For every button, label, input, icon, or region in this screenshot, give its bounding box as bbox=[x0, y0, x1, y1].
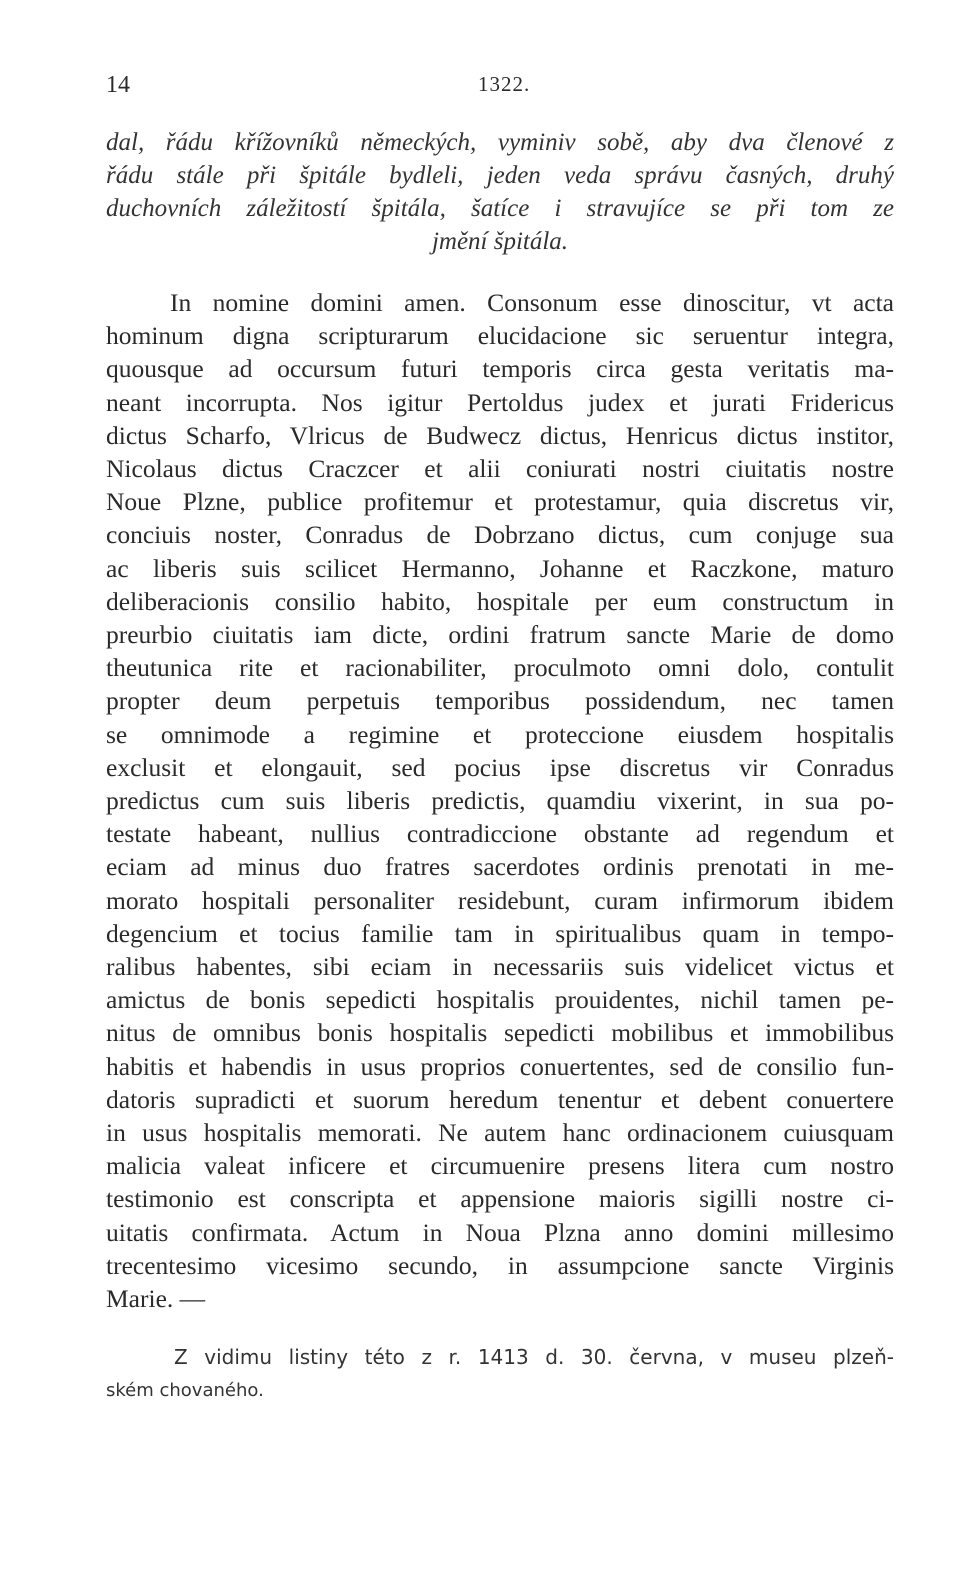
text-line: se omnimode a regimine et proteccione eiusdem hospitalis bbox=[106, 719, 894, 749]
text-line: propter deum perpetuis temporibus possidendum, nec tamen bbox=[106, 686, 894, 716]
summary-line: dal, řádu křížovníků německých, vyminiv sobě, aby dva členové z bbox=[106, 129, 894, 156]
text-line: conciuis noster, Conradus de Dobrzano dictus, cum conjuge sua bbox=[106, 520, 894, 550]
text-line: Nicolaus dictus Craczcer et alii coniurati nostri ciuitatis nostre bbox=[106, 454, 894, 484]
text-line: malicia valeat inficere et circumuenire presens litera cum nostro bbox=[106, 1151, 894, 1181]
text-line: Marie. — bbox=[106, 1284, 206, 1314]
text-line: degencium et tocius familie tam in spiritualibus quam in tempo- bbox=[106, 918, 894, 948]
text-line: nitus de omnibus bonis hospitalis sepedicti mobilibus et immobilibus bbox=[106, 1018, 894, 1048]
summary-line: jmění špitála. bbox=[431, 228, 569, 255]
text-line: eciam ad minus duo fratres sacerdotes ordinis prenotati in me- bbox=[106, 852, 894, 882]
text-line: uitatis confirmata. Actum in Noua Plzna anno domini millesimo bbox=[106, 1217, 894, 1247]
text-line: theutunica rite et racionabiliter, proculmoto omni dolo, contulit bbox=[106, 653, 894, 683]
text-line: testate habeant, nullius contradiccione obstante ad regendum et bbox=[106, 819, 894, 849]
year-heading: 1322. bbox=[478, 72, 531, 96]
text-line: morato hospitali personaliter residebunt, curam infirmorum ibidem bbox=[106, 885, 894, 915]
text-line: quousque ad occursum futuri temporis circa gesta veritatis ma- bbox=[106, 354, 894, 384]
text-line: dictus Scharfo, Vlricus de Budwecz dictus, Henricus dictus institor, bbox=[106, 420, 894, 450]
text-line: testimonio est conscripta et appensione maioris sigilli nostre ci- bbox=[106, 1184, 894, 1214]
text-line: ralibus habentes, sibi eciam in necessariis suis videlicet victus et bbox=[106, 952, 894, 982]
text-line: hominum digna scripturarum elucidacione sic seruentur integra, bbox=[106, 321, 894, 351]
text-line: In nomine domini amen. Consonum esse dinoscitur, vt acta bbox=[170, 288, 894, 317]
text-line: preurbio ciuitatis iam dicte, ordini fratrum sancte Marie de domo bbox=[106, 620, 894, 650]
text-line: exclusit et elongauit, sed pocius ipse discretus vir Conradus bbox=[106, 752, 894, 782]
summary-line: řádu stále při špitále bydleli, jeden veda správu časných, druhý bbox=[106, 162, 894, 189]
charter-text bbox=[106, 286, 894, 1315]
text-line: neant incorrupta. Nos igitur Pertoldus judex et jurati Fridericus bbox=[106, 387, 894, 417]
page-number: 14 bbox=[106, 72, 130, 98]
text-line: Noue Plzne, publice profitemur et protestamur, quia discretus vir, bbox=[106, 487, 894, 517]
text-line: habitis et habendis in usus proprios conuertentes, sed de consilio fun- bbox=[106, 1051, 894, 1081]
source-note bbox=[106, 1340, 894, 1408]
text-line: predictus cum suis liberis predictis, quamdiu vixerint, in sua po- bbox=[106, 786, 894, 816]
summary-line: duchovních záležitostí špitála, šatíce i stravujíce se při tom ze bbox=[106, 195, 894, 222]
document-summary bbox=[106, 126, 894, 258]
text-line: in usus hospitalis memorati. Ne autem hanc ordinacionem cuiusquam bbox=[106, 1118, 894, 1148]
text-line: ac liberis suis scilicet Hermanno, Johanne et Raczkone, maturo bbox=[106, 553, 894, 583]
text-line: deliberacionis consilio habito, hospitale per eum constructum in bbox=[106, 586, 894, 616]
text-line: trecentesimo vicesimo secundo, in assumpcione sancte Virginis bbox=[106, 1250, 894, 1280]
text-line: amictus de bonis sepedicti hospitalis prouidentes, nichil tamen pe- bbox=[106, 985, 894, 1015]
text-line: datoris supradicti et suorum heredum tenentur et debent conuertere bbox=[106, 1084, 894, 1114]
note-line: ském chovaného. bbox=[106, 1380, 264, 1401]
note-line: Z vidimu listiny této z r. 1413 d. 30. června, v museu plzeň- bbox=[174, 1345, 894, 1369]
